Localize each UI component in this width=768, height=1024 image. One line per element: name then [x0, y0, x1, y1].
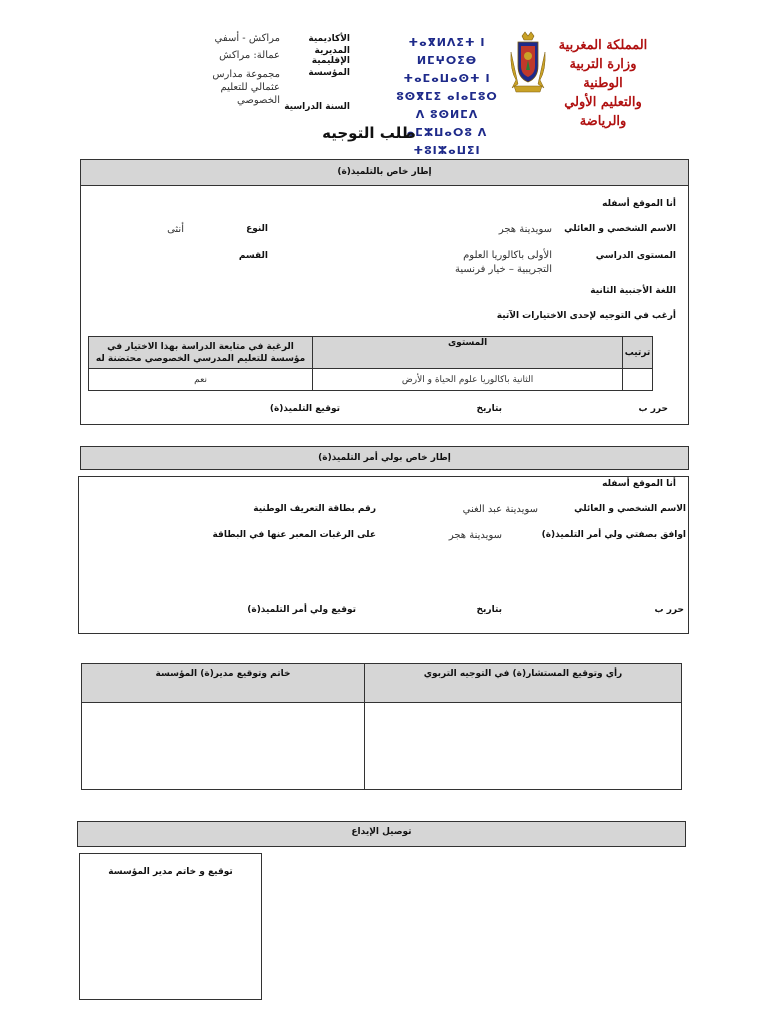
- rank-cell[interactable]: [623, 369, 653, 391]
- second-language-label: اللغة الأجنبية الثانية: [590, 286, 676, 296]
- academy-value: مراكش - أسفي: [214, 33, 280, 44]
- level-cell[interactable]: الثانية باكالوريا علوم الحياة و الأرض: [313, 369, 623, 391]
- guardian-section: [78, 476, 689, 634]
- guardian-agree-suffix: على الرغبات المعبر عنها في البطاقة: [212, 530, 376, 540]
- directorate-label: المديرية الإقليمية: [311, 45, 350, 66]
- level-header: المستوى: [313, 337, 623, 369]
- guardian-agree-value: سويدينة هجر: [448, 530, 502, 541]
- national-id-label: رقم بطاقة التعريف الوطنية: [253, 504, 376, 514]
- wish-text: أرغب في التوجيه لإحدى الاختيارات الآتية: [496, 311, 676, 321]
- wish-cell[interactable]: نعم: [89, 369, 313, 391]
- student-signature-label: توقيع التلميذ(ة): [269, 404, 340, 414]
- guardian-signature-label: توقيع ولي أمر التلميذ(ة): [247, 605, 356, 615]
- student-date-label: بتاريخ: [476, 404, 502, 414]
- level-label: المستوى الدراسي: [595, 251, 676, 261]
- institution-value: مجموعة مدارس عثمالي للتعليم الخصوصي: [212, 69, 280, 106]
- ministry-line-1: المملكة المغربية: [558, 38, 648, 53]
- header-info-block: [140, 30, 350, 115]
- choices-table-header: [89, 337, 653, 369]
- student-name-value: سويدينة هجر: [498, 224, 552, 235]
- document-title: طلب التوجيه: [322, 124, 416, 142]
- wish-header: الرغبة في متابعة الدراسة بهذا الاختيار في مؤسسة للتعليم المدرسي الخصوصي محتضنة له: [89, 337, 313, 369]
- guardian-date-label: بتاريخ: [476, 605, 502, 615]
- level-value: الأولى باكالوريا العلوم التجريبية – خيار فرنسية: [455, 250, 552, 275]
- director-stamp-header: خاتم وتوقيع مدير(ة) المؤسسة: [81, 663, 365, 703]
- directorate-row: [140, 47, 350, 64]
- receipt-title: توصيل الإيداع: [77, 821, 686, 847]
- guardian-section-title: إطار خاص بولي أمر التلميذ(ة): [80, 446, 689, 470]
- academy-label: الأكاديمية: [308, 33, 350, 44]
- student-section-title: إطار خاص بالتلميذ(ة): [80, 159, 689, 186]
- receipt-box-label: توقيع و خاتم مدير المؤسسة: [108, 867, 233, 877]
- tifinagh-line-1: ⵜⴰⴳⵍⴷⵉⵜ ⵏ ⵍⵎⵖⵔⵉⴱ: [408, 36, 486, 67]
- choices-table: [88, 336, 653, 391]
- directorate-value: عمالة: مراكش: [219, 50, 280, 61]
- counselor-opinion-box[interactable]: [364, 702, 682, 790]
- coat-of-arms-emblem: [508, 30, 548, 98]
- tifinagh-line-2: ⵜⴰⵎⴰⵡⴰⵙⵜ ⵏ ⵓⵙⴳⵎⵉ ⴰⵏⴰⵎⵓⵔ: [396, 72, 498, 103]
- school-year-label: السنة الدراسية: [284, 101, 350, 112]
- gender-label: النوع: [246, 224, 268, 234]
- guardian-name-value: سويدينة عبد الغني: [462, 504, 538, 515]
- class-label: القسم: [238, 251, 268, 261]
- table-row: [89, 369, 653, 391]
- guardian-intro: أنا الموقع أسفله: [602, 479, 676, 489]
- counselor-opinion-header: رأي وتوقيع المستشار(ة) في التوجيه التربوي: [364, 663, 682, 703]
- guardian-agree-label: اوافق بصفتي ولي أمر التلميذ(ة): [541, 530, 686, 540]
- rank-header: ترتيب: [623, 337, 653, 369]
- guardian-name-label: الاسم الشخصي و العائلي: [574, 504, 686, 514]
- tifinagh-line-3: ⴷ ⵓⵙⵍⵎⴷ ⴰⵎⵣⵡⴰⵔⵓ ⴷ ⵜⵓⵏⵣⴰⵡⵉⵏ: [406, 108, 488, 157]
- ministry-line-2: وزارة التربية الوطنية: [569, 57, 637, 91]
- ministry-arabic-block: [548, 36, 658, 131]
- student-place-label: حرر ب: [638, 404, 668, 414]
- director-stamp-box[interactable]: [81, 702, 365, 790]
- student-name-label: الاسم الشخصي و العائلي: [564, 224, 676, 234]
- ministry-line-3: والتعليم الأولي والرياضة: [564, 95, 642, 129]
- student-intro: أنا الموقع أسفله: [602, 199, 676, 209]
- institution-row: [140, 64, 350, 106]
- guardian-place-label: حرر ب: [654, 605, 684, 615]
- institution-label: المؤسسة: [308, 68, 350, 78]
- gender-value: أنثى: [167, 224, 184, 235]
- academy-row: [140, 30, 350, 47]
